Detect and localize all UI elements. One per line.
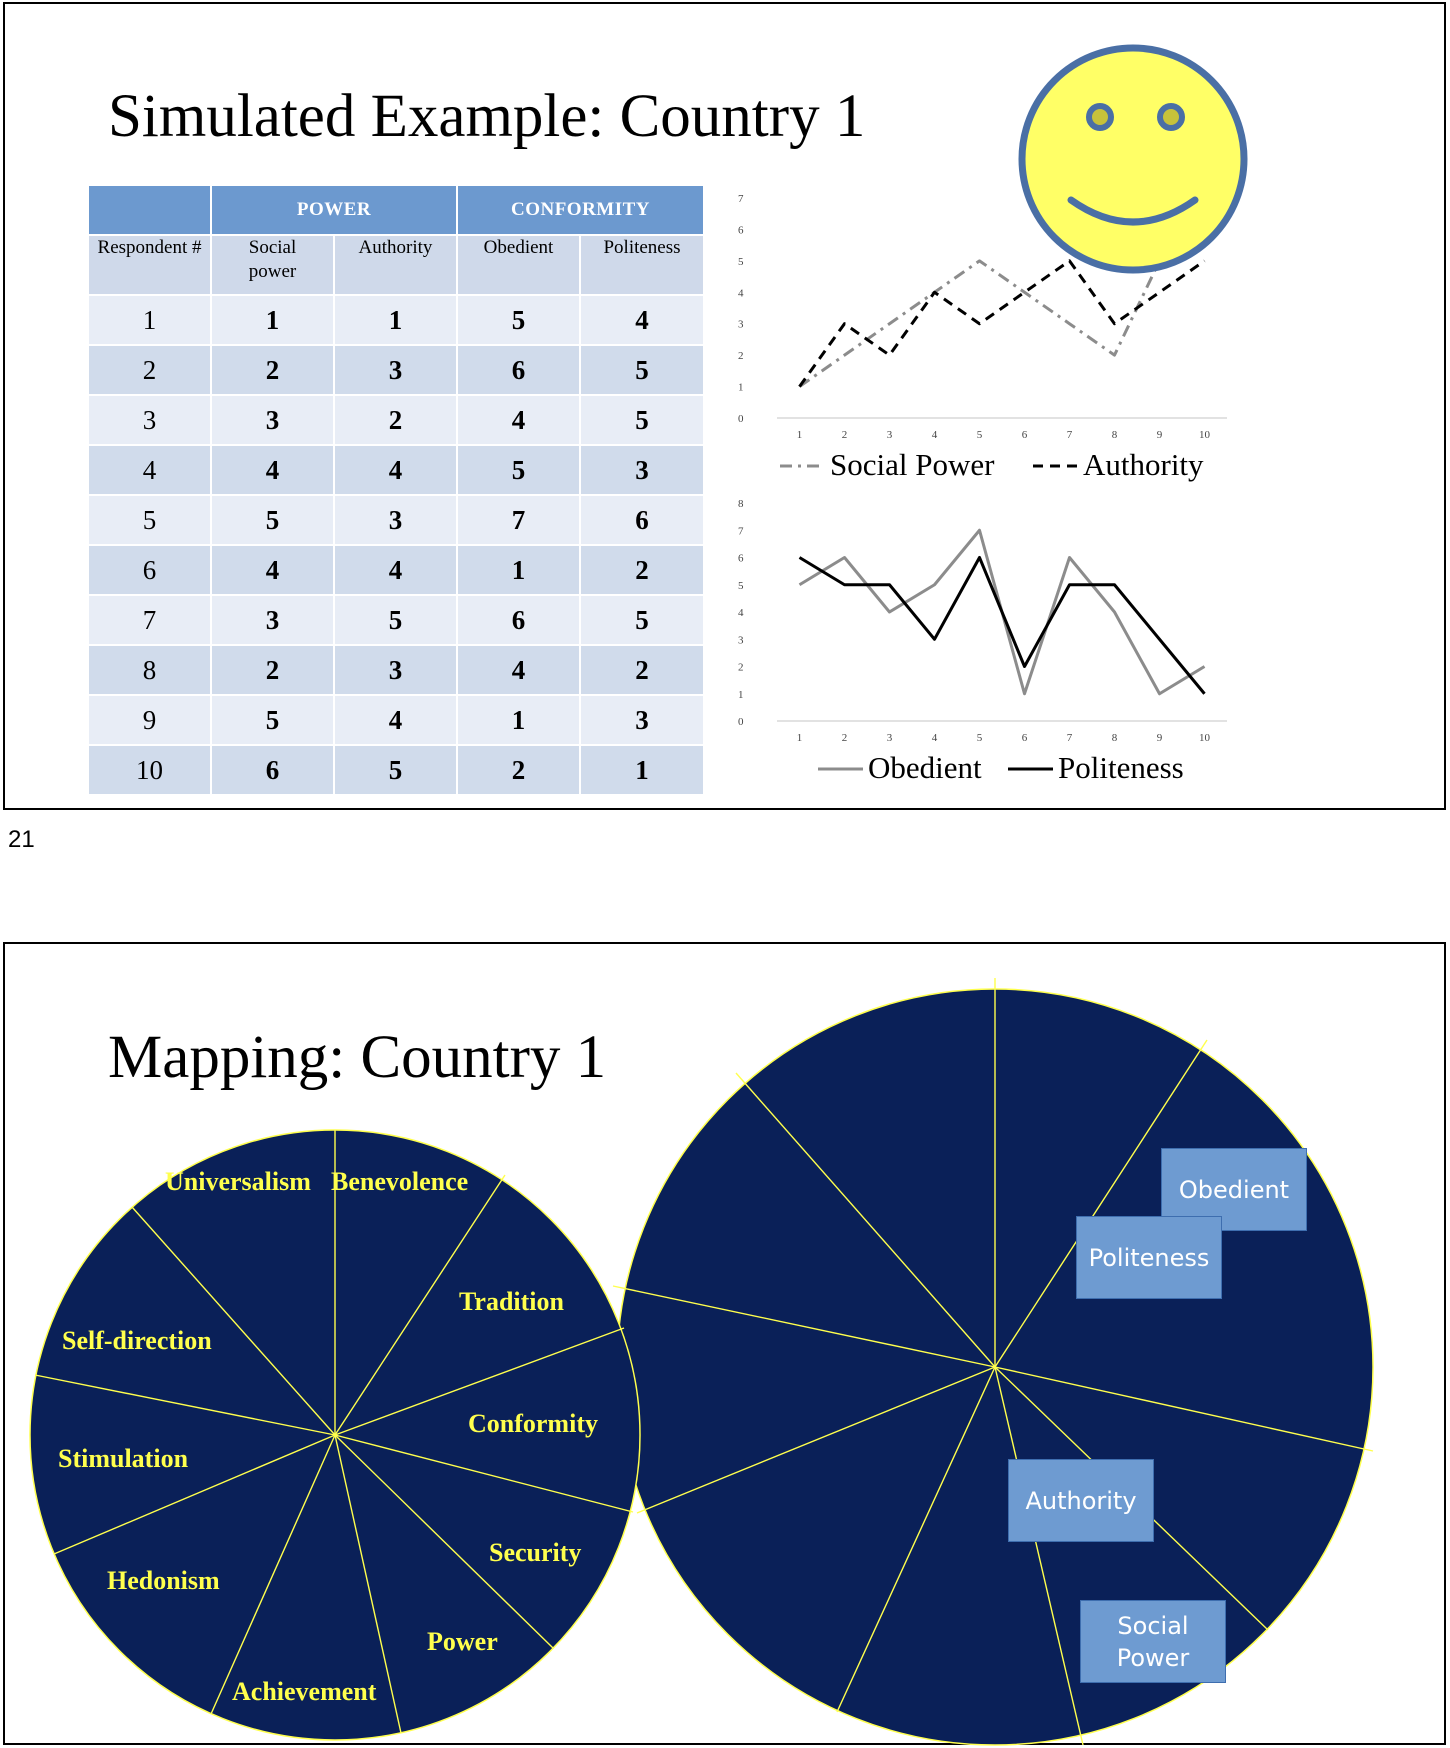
table-cell: 4 (211, 445, 334, 495)
table-cell: 3 (334, 495, 457, 545)
label-tradition: Tradition (459, 1287, 564, 1316)
page-number: 21 (8, 826, 35, 853)
x-tick-label: 7 (1066, 429, 1073, 441)
table-cell: 7 (457, 495, 580, 545)
label-universalism: Universalism (165, 1167, 311, 1196)
x-tick-label: 7 (1066, 732, 1073, 744)
col-header-obedient: Obedient (457, 235, 580, 295)
y-tick-label: 0 (738, 716, 744, 728)
table-cell: 6 (211, 745, 334, 795)
group-header-power: POWER (211, 185, 457, 235)
x-tick-label: 10 (1199, 732, 1210, 744)
table-cell: 5 (580, 595, 704, 645)
legend-label: Politeness (1058, 750, 1184, 785)
table-cell: 8 (88, 645, 211, 695)
x-tick-label: 3 (886, 732, 893, 744)
x-tick-label: 5 (976, 732, 983, 744)
table-cell: 2 (580, 645, 704, 695)
y-tick-label: 6 (738, 552, 744, 565)
table-cell: 1 (88, 295, 211, 345)
table-cell: 2 (457, 745, 580, 795)
table-cell: 5 (211, 695, 334, 745)
legend-label: Authority (1083, 447, 1204, 482)
label-conformity: Conformity (468, 1409, 598, 1438)
table-cell: 1 (457, 545, 580, 595)
table-cell: 2 (334, 395, 457, 445)
label-achievement: Achievement (232, 1677, 377, 1706)
table-cell: 3 (334, 345, 457, 395)
y-tick-label: 2 (738, 350, 744, 363)
table-cell: 2 (211, 645, 334, 695)
y-tick-label: 8 (738, 498, 744, 510)
table-cell: 6 (457, 595, 580, 645)
x-tick-label: 1 (796, 429, 803, 441)
group-header-conformity: CONFORMITY (457, 185, 704, 235)
table-cell: 5 (580, 345, 704, 395)
label-benevolence: Benevolence (331, 1167, 469, 1196)
label-self-direction: Self-direction (62, 1326, 212, 1355)
x-tick-label: 8 (1111, 732, 1118, 744)
x-tick-label: 9 (1156, 732, 1163, 744)
x-tick-label: 10 (1199, 429, 1210, 441)
x-tick-label: 5 (976, 429, 983, 441)
y-tick-label: 3 (738, 318, 744, 331)
y-tick-label: 6 (738, 224, 744, 237)
table-cell: 1 (211, 295, 334, 345)
col-header-social-power: Social power (211, 235, 334, 295)
table-cell: 6 (457, 345, 580, 395)
table-cell: 5 (457, 295, 580, 345)
y-tick-label: 4 (738, 287, 744, 300)
col-header-authority: Authority (334, 235, 457, 295)
y-tick-label: 1 (738, 381, 744, 394)
item-box-social-power: Social Power (1080, 1600, 1226, 1683)
y-tick-label: 4 (738, 607, 744, 619)
table-cell: 3 (334, 645, 457, 695)
col-header-respondent: Respondent # (88, 235, 211, 295)
x-tick-label: 2 (841, 732, 848, 744)
table-cell: 1 (334, 295, 457, 345)
x-tick-label: 4 (931, 732, 938, 744)
table-cell: 5 (334, 595, 457, 645)
item-box-obedient: Obedient (1161, 1148, 1307, 1231)
table-cell: 5 (88, 495, 211, 545)
table-cell: 5 (457, 445, 580, 495)
x-tick-label: 6 (1021, 429, 1028, 441)
y-tick-label: 7 (738, 525, 744, 538)
y-tick-label: 1 (738, 688, 744, 701)
table-cell: 4 (457, 645, 580, 695)
x-tick-label: 6 (1021, 732, 1028, 744)
table-cell: 4 (334, 445, 457, 495)
x-tick-label: 2 (841, 429, 848, 441)
table-cell: 4 (211, 545, 334, 595)
y-tick-label: 7 (738, 193, 744, 205)
table-cell: 2 (88, 345, 211, 395)
table-cell: 10 (88, 745, 211, 795)
item-box-politeness: Politeness (1076, 1216, 1222, 1299)
y-tick-label: 0 (738, 413, 744, 425)
table-cell: 3 (211, 595, 334, 645)
table-cell: 3 (580, 695, 704, 745)
slide-title-mapping: Mapping: Country 1 (108, 1024, 607, 1091)
label-hedonism: Hedonism (107, 1566, 220, 1595)
table-cell: 9 (88, 695, 211, 745)
table-cell: 6 (88, 545, 211, 595)
table-cell: 4 (334, 695, 457, 745)
table-cell: 4 (457, 395, 580, 445)
table-cell: 4 (334, 545, 457, 595)
slide-title: Simulated Example: Country 1 (108, 83, 866, 150)
y-tick-label: 5 (738, 255, 744, 268)
x-tick-label: 3 (886, 429, 893, 441)
table-cell: 2 (580, 545, 704, 595)
x-tick-label: 1 (796, 732, 803, 744)
table-cell: 5 (334, 745, 457, 795)
y-tick-label: 2 (738, 661, 744, 674)
table-cell: 3 (88, 395, 211, 445)
x-tick-label: 9 (1156, 429, 1163, 441)
table-cell: 1 (457, 695, 580, 745)
table-cell: 5 (580, 395, 704, 445)
table-cell: 4 (88, 445, 211, 495)
table-cell: 5 (211, 495, 334, 545)
table-cell: 1 (580, 745, 704, 795)
table-cell: 6 (580, 495, 704, 545)
table-cell: 2 (211, 345, 334, 395)
label-security: Security (489, 1538, 582, 1567)
label-stimulation: Stimulation (58, 1444, 189, 1473)
x-tick-label: 8 (1111, 429, 1118, 441)
legend-label: Social Power (830, 447, 995, 482)
label-power: Power (427, 1627, 498, 1656)
table-cell: 7 (88, 595, 211, 645)
table-cell: 3 (580, 445, 704, 495)
col-header-politeness: Politeness (580, 235, 704, 295)
y-tick-label: 3 (738, 634, 744, 647)
table-cell: 4 (580, 295, 704, 345)
big-wheel (613, 978, 1373, 1745)
legend-label: Obedient (868, 750, 982, 785)
y-tick-label: 5 (738, 579, 744, 592)
item-box-authority: Authority (1008, 1459, 1154, 1542)
table-cell: 3 (211, 395, 334, 445)
x-tick-label: 4 (931, 429, 938, 441)
